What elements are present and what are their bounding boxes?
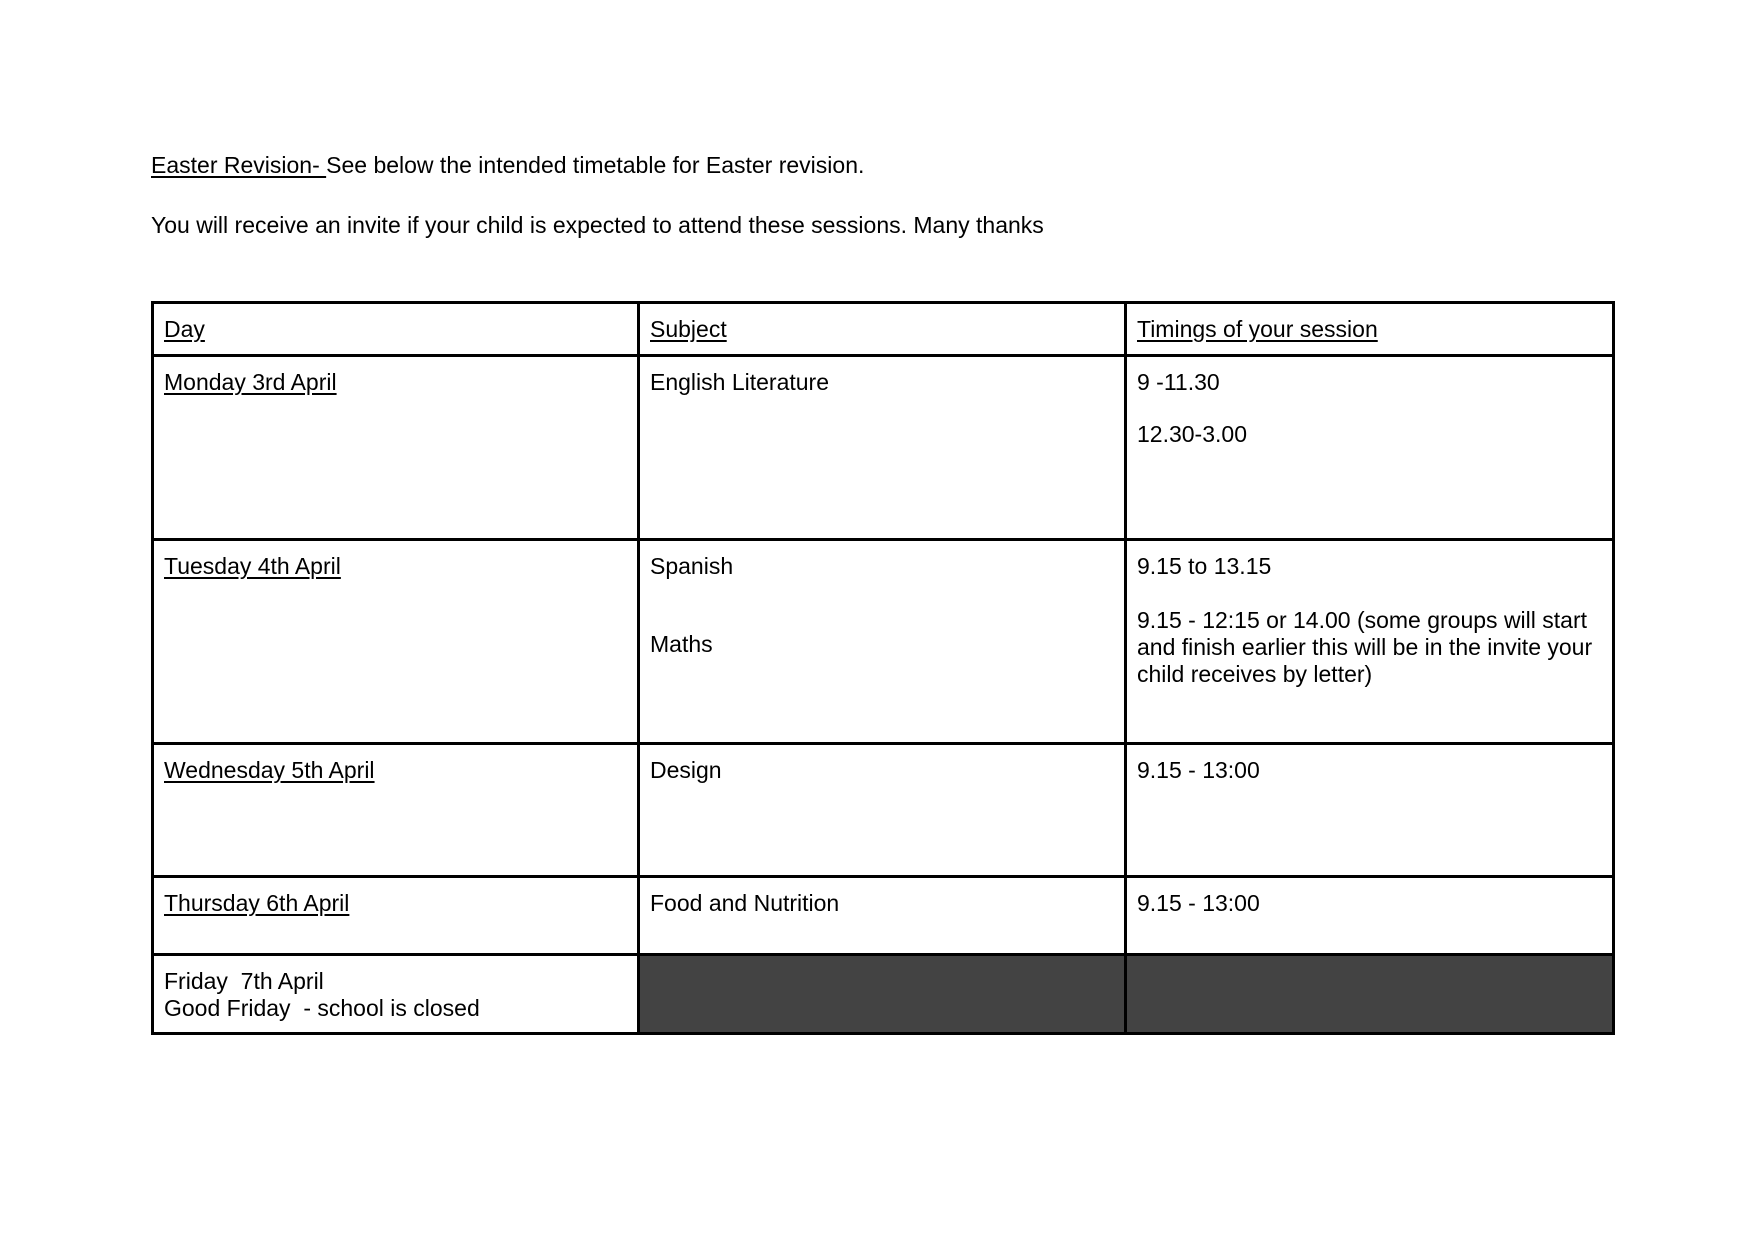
- day-label: Tuesday 4th April: [164, 553, 341, 579]
- closure-note: Good Friday - school is closed: [164, 995, 480, 1021]
- invite-note: You will receive an invite if your child is expected to attend these sessions. Many thanks: [151, 212, 1044, 238]
- day-label: Thursday 6th April: [164, 890, 350, 916]
- easter-revision-heading: Easter Revision-: [151, 152, 327, 178]
- subject-label: English Literature: [650, 369, 829, 395]
- table-row-thursday: [153, 877, 1614, 955]
- table-header-row: [153, 303, 1614, 356]
- shaded-cell: [1126, 955, 1614, 1034]
- subject-cell: [639, 356, 1126, 540]
- day-label: Wednesday 5th April: [164, 757, 375, 783]
- timing-label: 9.15 - 12:15 or 14.00 (some groups will start and finish earlier this will be in the invite your child receives by letter): [1137, 607, 1593, 687]
- header-cell-day: [153, 303, 639, 356]
- header-cell-subject: [639, 303, 1126, 356]
- subject-label: Food and Nutrition: [650, 890, 840, 916]
- header-cell-timings: [1126, 303, 1614, 356]
- day-cell: [153, 356, 639, 540]
- timing-label: 12.30-3.00: [1137, 421, 1247, 447]
- subject-label: Maths: [650, 631, 713, 657]
- table-row-wednesday: [153, 744, 1614, 877]
- timings-cell: [1126, 356, 1614, 540]
- day-label: Friday 7th April: [164, 968, 324, 994]
- revision-timetable: [151, 301, 1615, 1035]
- day-cell: [153, 540, 639, 744]
- timings-cell: [1126, 744, 1614, 877]
- day-cell: [153, 955, 639, 1034]
- timings-cell: [1126, 877, 1614, 955]
- subject-cell: [639, 877, 1126, 955]
- timing-label: 9.15 to 13.15: [1137, 553, 1272, 579]
- header-subject: Subject: [650, 316, 727, 342]
- intro-description: See below the intended timetable for Easter revision.: [326, 152, 865, 178]
- header-day: Day: [164, 316, 205, 342]
- subject-cell: [639, 744, 1126, 877]
- timing-label: 9.15 - 13:00: [1137, 757, 1260, 783]
- header-timings: Timings of your session: [1137, 316, 1378, 342]
- intro-heading-line: [151, 151, 864, 179]
- shaded-cell: [639, 955, 1126, 1034]
- table-row-monday: [153, 356, 1614, 540]
- day-label: Monday 3rd April: [164, 369, 337, 395]
- subject-cell: [639, 540, 1126, 744]
- subject-label: Spanish: [650, 553, 734, 579]
- subject-label: Design: [650, 757, 722, 783]
- timing-label: 9.15 - 13:00: [1137, 890, 1260, 916]
- table-row-friday: [153, 955, 1614, 1034]
- table-row-tuesday: [153, 540, 1614, 744]
- timing-label: 9 -11.30: [1137, 369, 1220, 395]
- day-cell: [153, 877, 639, 955]
- day-cell: [153, 744, 639, 877]
- timings-cell: [1126, 540, 1614, 744]
